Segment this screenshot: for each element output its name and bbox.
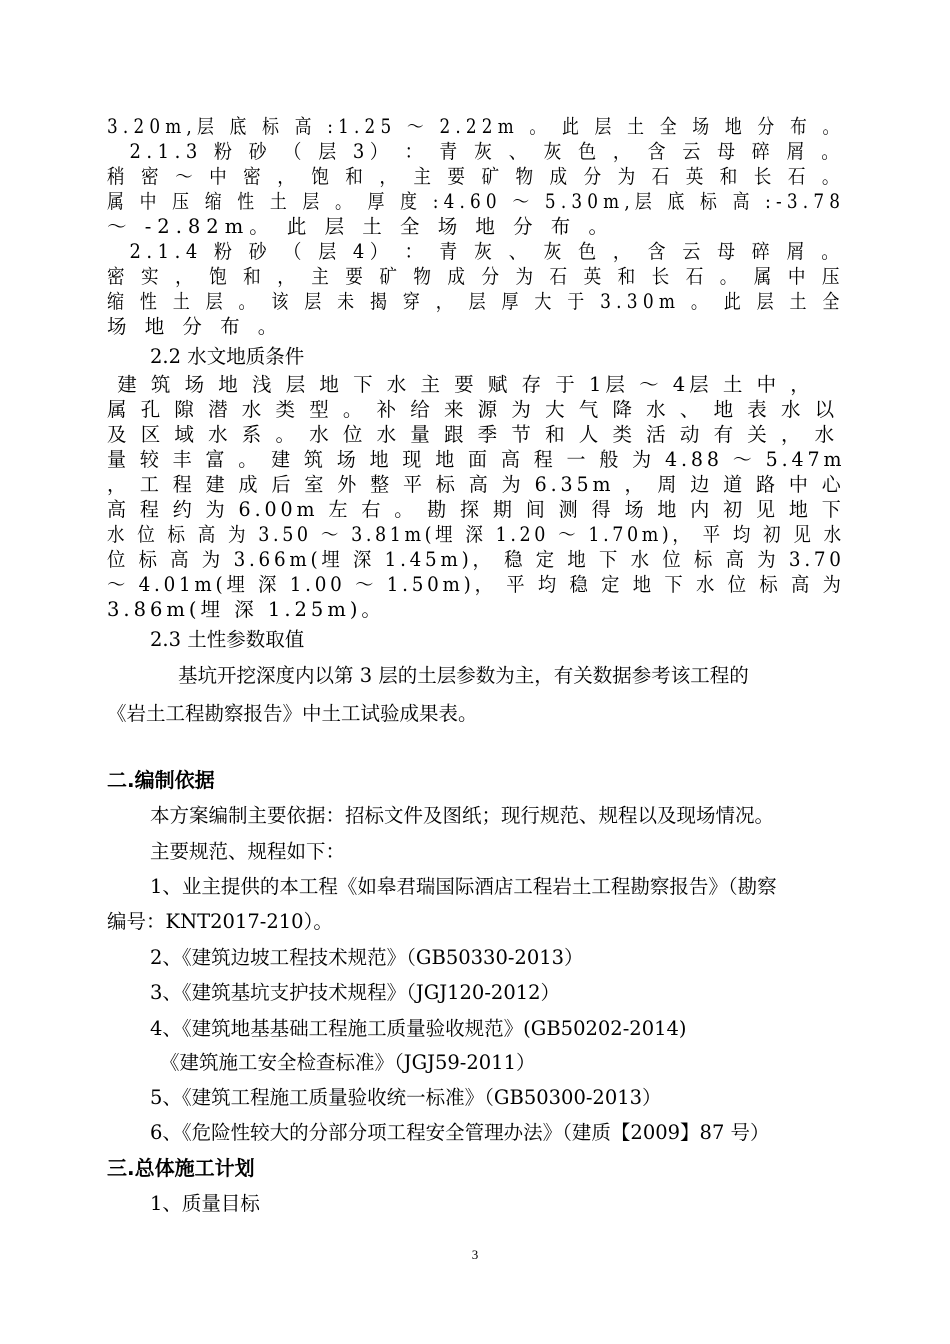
hydro-line-2: 属 孔 隙 潜 水 类 型 。 补 给 来 源 为 大 气 降 水 、 地 表 水 以 [107,398,839,421]
geology-line-9: 场 地 分 布 。 [107,315,284,338]
basis-line-10: 6、《危险性较大的分部分项工程安全管理办法》（建质【2009】87 号） [150,1121,770,1144]
page-number: 3 [471,1247,479,1262]
hydro-heading: 2.2 水文地质条件 [150,345,305,368]
hydro-line-1: 建 筑 场 地 浅 层 地 下 水 主 要 赋 存 于 1层 ～ 4层 土 中 ， [107,373,814,396]
basis-line-4: 编号：KNT2017-210）。 [107,910,333,933]
hydro-line-4: 量 较 丰 富 。 建 筑 场 地 现 地 面 高 程 一 般 为 4.88 ～ 5.47m [107,448,846,471]
geology-line-5: ～ -2.82m。 此 层 土 全 场 地 分 布 。 [107,215,614,238]
geology-line-2: 2.1.3 粉 砂 （ 层 3） ： 青 灰 、 灰 色 ， 含 云 母 碎 屑 。 [107,140,845,163]
hydro-line-9: ～ 4.01m(埋 深 1.00 ～ 1.50m)， 平 均 稳 定 地 下 水 位 标 高 为 [107,573,845,596]
soil-line-1: 基坑开挖深度内以第 3 层的土层参数为主，有关数据参考该工程的 [178,664,749,687]
basis-line-7: 4、《建筑地基基础工程施工质量验收规范》(GB50202-2014) [150,1017,687,1040]
basis-line-3: 1、业主提供的本工程《如皋君瑞国际酒店工程岩土工程勘察报告》（勘察 [150,875,777,898]
hydro-line-8: 位 标 高 为 3.66m(埋 深 1.45m)， 稳 定 地 下 水 位 标 高 为 3.70 [107,548,845,571]
geology-line-6: 2.1.4 粉 砂 （ 层 4） ： 青 灰 、 灰 色 ， 含 云 母 碎 屑 。 [107,240,845,263]
hydro-line-10: 3.86m(埋 深 1.25m)。 [107,598,385,621]
geology-line-4: 属 中 压 缩 性 土 层 。 厚 度 :4.60 ～ 5.30m,层 底 标 高 :-3.78 [107,190,846,213]
geology-line-1: 3.20m,层 底 标 高 :1.25 ～ 2.22m 。 此 层 土 全 场 地 分 布 。 [107,115,845,138]
section-heading-plan: 三.总体施工计划 [107,1156,255,1180]
geology-line-7: 密 实 ， 饱 和 ， 主 要 矿 物 成 分 为 石 英 和 长 石 。 属 中 压 [107,265,845,288]
basis-line-2: 主要规范、规程如下： [150,840,346,863]
basis-line-5: 2、《建筑边坡工程技术规范》（GB50330-2013） [150,946,584,969]
hydro-line-3: 及 区 域 水 系 。 水 位 水 量 跟 季 节 和 人 类 活 动 有 关 ， 水 [107,423,839,446]
basis-line-9: 5、《建筑工程施工质量验收统一标准》（GB50300-2013） [150,1086,662,1109]
soil-line-2: 《岩土工程勘察报告》中土工试验成果表。 [107,702,478,725]
basis-line-6: 3、《建筑基坑支护技术规程》（JGJ120-2012） [150,981,561,1004]
hydro-line-6: 高 程 约 为 6.00m 左 右 。 勘 探 期 间 测 得 场 地 内 初 见 地 下 [107,498,845,521]
section-heading-basis: 二.编制依据 [107,768,215,792]
geology-line-8: 缩 性 土 层 。 该 层 未 揭 穿 ， 层 厚 大 于 3.30m 。 此 层 土 全 [107,290,845,313]
hydro-line-7: 水 位 标 高 为 3.50 ～ 3.81m(埋 深 1.20 ～ 1.70m)， 平 均 初 见 水 [107,523,845,546]
plan-line-1: 1、质量目标 [150,1192,260,1215]
basis-line-8: 《建筑施工安全检查标准》（JGJ59-2011） [160,1051,536,1074]
geology-line-3: 稍 密 ～ 中 密 ， 饱 和 ， 主 要 矿 物 成 分 为 石 英 和 长 石 。 [107,165,845,188]
basis-line-1: 本方案编制主要依据：招标文件及图纸；现行规范、规程以及现场情况。 [150,804,775,827]
soil-heading: 2.3 土性参数取值 [150,628,305,651]
hydro-line-5: ， 工 程 建 成 后 室 外 整 平 标 高 为 6.35m ， 周 边 道 路 中 心 [107,473,845,496]
